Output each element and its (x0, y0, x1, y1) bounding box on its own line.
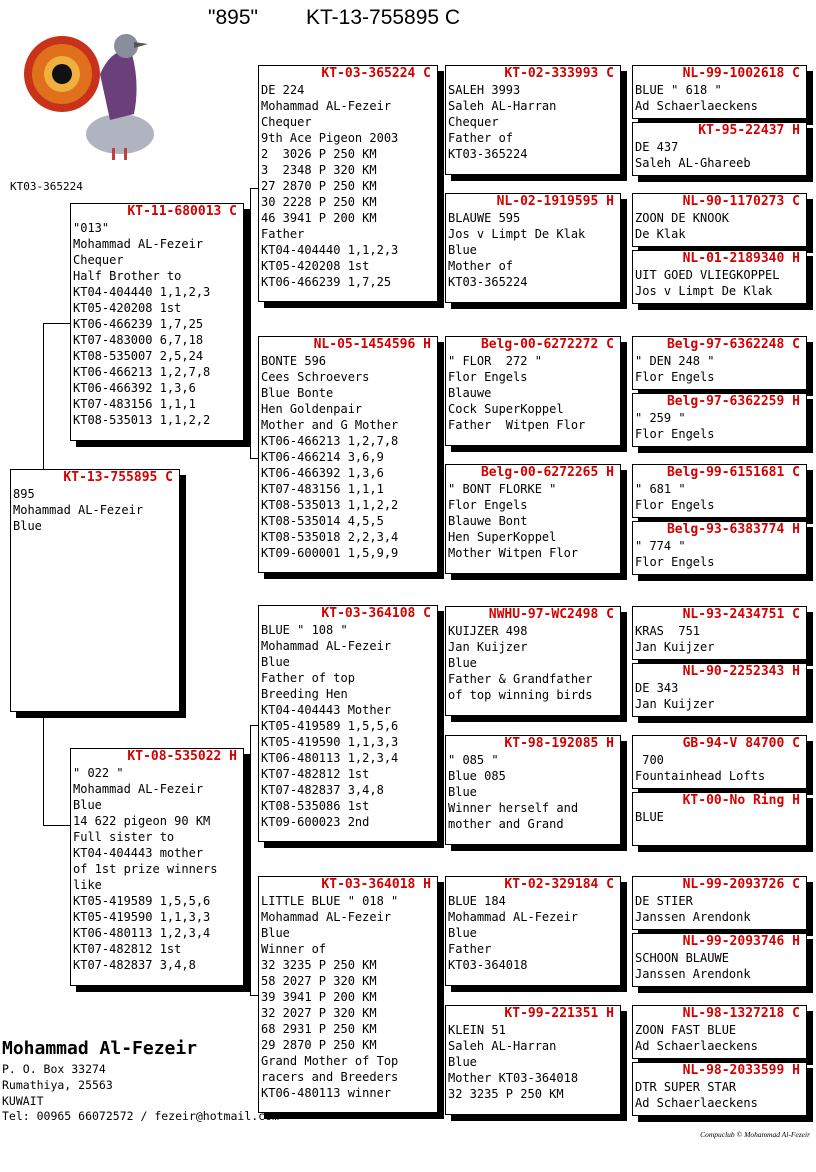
info-line: Winner of (261, 942, 327, 956)
info-line: KT05-419590 1,1,3,3 (261, 735, 399, 749)
info-line: ZOON DE KNOOK (635, 211, 729, 225)
info-line: "013" (73, 221, 110, 235)
sire-dam-dam-box (445, 464, 621, 574)
info-line: KT06-466392 1,3,6 (73, 381, 196, 395)
info-line: Ad Schaerlaeckens (635, 99, 758, 113)
info-line: KT04-404443 mother (73, 846, 204, 860)
ring-number: KT-02-329184 C (504, 877, 614, 892)
owner-address-line: KUWAIT (2, 1094, 44, 1108)
ring-number: GB-94-V 84700 C (682, 736, 800, 751)
info-line: of top winning birds (448, 688, 593, 702)
great-grandparent-box (632, 1062, 807, 1116)
ring-number: Belg-99-6151681 C (666, 465, 800, 480)
info-line: Blue (448, 243, 477, 257)
ring-number: KT-00-No Ring H (682, 793, 800, 808)
info-line: Mohammad AL-Fezeir (261, 99, 392, 113)
ring-number: NL-01-2189340 H (682, 251, 800, 266)
info-line: " BONT FLORKE " (448, 482, 557, 496)
info-line: Jan Kuijzer (635, 697, 715, 711)
great-grandparent-box (632, 521, 807, 575)
info-line: " FLOR 272 " (448, 354, 542, 368)
info-line: DE 437 (635, 140, 679, 154)
great-grandparent-box (632, 464, 807, 518)
connector-line (250, 995, 258, 996)
info-line: KT05-419589 1,5,5,6 (73, 894, 211, 908)
info-line: Flor Engels (635, 427, 715, 441)
info-line: Ad Schaerlaeckens (635, 1096, 758, 1110)
info-line: Father & Grandfather (448, 672, 593, 686)
great-grandparent-box (632, 65, 807, 119)
info-line: Father (261, 227, 305, 241)
info-line: KT09-600001 1,5,9,9 (261, 546, 399, 560)
info-line: Father of (448, 131, 514, 145)
info-line: KT07-483000 6,7,18 (73, 333, 204, 347)
info-line: KT05-419589 1,5,5,6 (261, 719, 399, 733)
info-line: Saleh AL-Harran (448, 99, 557, 113)
info-line: Blue (261, 926, 290, 940)
ring-number: NL-99-1002618 C (682, 66, 800, 81)
info-line: 27 2870 P 250 KM (261, 179, 377, 193)
great-grandparent-box (632, 663, 807, 717)
connector-line (43, 713, 44, 825)
info-line: Cees Schroevers (261, 370, 370, 384)
info-line: Half Brother to (73, 269, 182, 283)
info-line: KT05-419590 1,1,3,3 (73, 910, 211, 924)
info-line: Blue (13, 519, 42, 533)
info-line: DE STIER (635, 894, 693, 908)
info-line: Chequer (73, 253, 124, 267)
ring-number: KT-98-192085 H (504, 736, 614, 751)
info-line: ZOON FAST BLUE (635, 1023, 737, 1037)
info-line: Breeding Hen (261, 687, 348, 701)
sire-sire-box (258, 65, 438, 302)
info-line: KT04-404443 Mother (261, 703, 392, 717)
info-line: 30 2228 P 250 KM (261, 195, 377, 209)
info-line: Blue (261, 655, 290, 669)
info-line: Flor Engels (635, 555, 715, 569)
connector-line (250, 725, 258, 726)
info-line: 29 2870 P 250 KM (261, 1038, 377, 1052)
info-line: Winner herself and (448, 801, 579, 815)
ring-number: KT-03-364108 C (321, 606, 431, 621)
ring-number: KT-08-535022 H (127, 749, 237, 764)
info-line: DTR SUPER STAR (635, 1080, 737, 1094)
info-line: KT08-535018 2,2,3,4 (261, 530, 399, 544)
info-line: Chequer (261, 115, 312, 129)
info-line: Father (448, 942, 492, 956)
dam-dam-box (258, 876, 438, 1113)
dam-sire-sire-box (445, 606, 621, 716)
info-line: " 085 " (448, 753, 499, 767)
info-line: KT08-535013 1,1,2,2 (73, 413, 211, 427)
info-line: DE 343 (635, 681, 679, 695)
info-line: Blue (448, 926, 477, 940)
pigeon-ring-title: KT-13-755895 C (306, 6, 461, 29)
info-line: Blue (73, 798, 102, 812)
info-line: KT06-480113 winner (261, 1086, 392, 1100)
great-grandparent-box (632, 336, 807, 390)
ring-number: NL-90-2252343 H (682, 664, 800, 679)
info-line: KT06-466213 1,2,7,8 (261, 434, 399, 448)
info-line: De Klak (635, 227, 686, 241)
info-line: KT06-480113 1,2,3,4 (73, 926, 211, 940)
ring-number: KT-13-755895 C (63, 470, 173, 485)
ring-number: NL-98-2033599 H (682, 1063, 800, 1078)
info-line: BLUE " 618 " (635, 83, 722, 97)
info-line: KT06-466239 1,7,25 (73, 317, 204, 331)
info-line: BLUE " 108 " (261, 623, 348, 637)
info-line: Father Witpen Flor (448, 418, 586, 432)
info-line: " 774 " (635, 539, 686, 553)
info-line: SALEH 3993 (448, 83, 521, 97)
ring-number: NL-02-1919595 H (496, 194, 614, 209)
connector-line (43, 323, 70, 324)
info-line: 68 2931 P 250 KM (261, 1022, 377, 1036)
info-line: BONTE 596 (261, 354, 327, 368)
ring-number: KT-11-680013 C (127, 204, 237, 219)
ring-number: Belg-00-6272272 C (480, 337, 614, 352)
ring-number: NL-05-1454596 H (313, 337, 431, 352)
ring-number: NL-90-1170273 C (682, 194, 800, 209)
info-line: KT07-483156 1,1,1 (261, 482, 384, 496)
info-line: 9th Ace Pigeon 2003 (261, 131, 399, 145)
info-line: Janssen Arendonk (635, 910, 751, 924)
info-line: KT08-535013 1,1,2,2 (261, 498, 399, 512)
owner-name: Mohammad Al-Fezeir (2, 1038, 198, 1059)
info-line: Blauwe (448, 386, 492, 400)
connector-line (43, 825, 70, 826)
info-line: " 022 " (73, 766, 124, 780)
info-line: of 1st prize winners (73, 862, 218, 876)
info-line: UIT GOED VLIEGKOPPEL (635, 268, 780, 282)
info-line: 46 3941 P 200 KM (261, 211, 377, 225)
info-line: KT03-364018 (448, 958, 528, 972)
info-line: 895 (13, 487, 35, 501)
connector-line (250, 725, 251, 995)
info-line: 700 (635, 753, 664, 767)
info-line: Father of top (261, 671, 355, 685)
info-line: Chequer (448, 115, 499, 129)
info-line: 14 622 pigeon 90 KM (73, 814, 211, 828)
info-line: racers and Breeders (261, 1070, 399, 1084)
info-line: Jan Kuijzer (448, 640, 528, 654)
ring-number: Belg-97-6362248 C (666, 337, 800, 352)
info-line: KT07-482837 3,4,8 (261, 783, 384, 797)
sire-sire-sire-box (445, 65, 621, 175)
info-line: Jos v Limpt De Klak (448, 227, 586, 241)
connector-line (440, 120, 441, 255)
info-line: KT03-365224 (448, 275, 528, 289)
info-line: mother and Grand (448, 817, 564, 831)
info-line: Blauwe Bont (448, 514, 528, 528)
info-line: Flor Engels (635, 498, 715, 512)
info-line: KT08-535007 2,5,24 (73, 349, 204, 363)
info-line: Flor Engels (448, 370, 528, 384)
ring-number: NL-98-1327218 C (682, 1006, 800, 1021)
photo-caption: KT03-365224 (10, 180, 83, 193)
info-line: KT06-466213 1,2,7,8 (73, 365, 211, 379)
owner-address-line: Rumathiya, 25563 (2, 1078, 113, 1092)
info-line: Full sister to (73, 830, 175, 844)
ring-number: NL-93-2434751 C (682, 607, 800, 622)
sire-dam-box (258, 336, 438, 573)
info-line: Flor Engels (448, 498, 528, 512)
info-line: Blue (448, 1055, 477, 1069)
info-line: like (73, 878, 102, 892)
info-line: KT07-483156 1,1,1 (73, 397, 196, 411)
ring-number: KT-02-333993 C (504, 66, 614, 81)
info-line: Mother KT03-364018 (448, 1071, 579, 1085)
info-line: 32 2027 P 320 KM (261, 1006, 377, 1020)
info-line: Mother Witpen Flor (448, 546, 579, 560)
ring-number: KT-03-365224 C (321, 66, 431, 81)
info-line: DE 224 (261, 83, 305, 97)
great-grandparent-box (632, 393, 807, 447)
sire-box (70, 203, 244, 441)
info-line: Blue (448, 656, 477, 670)
ring-number: Belg-00-6272265 H (480, 465, 614, 480)
info-line: 32 3235 P 250 KM (448, 1087, 564, 1101)
info-line: Mohammad AL-Fezeir (13, 503, 144, 517)
info-line: Mohammad AL-Fezeir (448, 910, 579, 924)
info-line: 32 3235 P 250 KM (261, 958, 377, 972)
connector-line (43, 323, 44, 470)
dam-dam-dam-box (445, 1005, 621, 1115)
info-line: KUIJZER 498 (448, 624, 528, 638)
info-line: KT05-420208 1st (73, 301, 182, 315)
info-line: Blue (448, 785, 477, 799)
great-grandparent-box (632, 933, 807, 987)
info-line: KT06-480113 1,2,3,4 (261, 751, 399, 765)
info-line: Mohammad AL-Fezeir (261, 910, 392, 924)
connector-line (440, 927, 441, 1062)
info-line: " 681 " (635, 482, 686, 496)
dam-sire-dam-box (445, 735, 621, 845)
info-line: Ad Schaerlaeckens (635, 1039, 758, 1053)
info-line: Mother and G Mother (261, 418, 399, 432)
owner-address-line: P. O. Box 33274 (2, 1062, 106, 1076)
info-line: SCHOON BLAUWE (635, 951, 729, 965)
info-line: Jan Kuijzer (635, 640, 715, 654)
info-line: KT07-482837 3,4,8 (73, 958, 196, 972)
info-line: 3 2348 P 320 KM (261, 163, 377, 177)
info-line: Mohammad AL-Fezeir (261, 639, 392, 653)
ring-number: KT-03-364018 H (321, 877, 431, 892)
info-line: Hen SuperKoppel (448, 530, 557, 544)
connector-line (440, 657, 441, 792)
info-line: Cock SuperKoppel (448, 402, 564, 416)
info-line: KT06-466392 1,3,6 (261, 466, 384, 480)
connector-line (250, 188, 251, 458)
info-line: 39 3941 P 200 KM (261, 990, 377, 1004)
info-line: KT08-535014 4,5,5 (261, 514, 384, 528)
info-line: BLUE (635, 810, 664, 824)
great-grandparent-box (632, 250, 807, 304)
info-line: KT06-466214 3,6,9 (261, 450, 384, 464)
dam-dam-sire-box (445, 876, 621, 986)
great-grandparent-box (632, 606, 807, 660)
info-line: Hen Goldenpair (261, 402, 363, 416)
info-line: KT07-482812 1st (261, 767, 370, 781)
sire-sire-dam-box (445, 193, 621, 303)
info-line: KT05-420208 1st (261, 259, 370, 273)
dam-sire-box (258, 605, 438, 842)
info-line: KT03-365224 (448, 147, 528, 161)
info-line: Mohammad AL-Fezeir (73, 237, 204, 251)
info-line: 58 2027 P 320 KM (261, 974, 377, 988)
ring-number: KT-99-221351 H (504, 1006, 614, 1021)
great-grandparent-box (632, 792, 807, 846)
owner-contact-line: Tel: 00965 66072572 / fezeir@hotmail.com (2, 1109, 279, 1123)
info-line: Grand Mother of Top (261, 1054, 399, 1068)
subject-box (10, 469, 180, 712)
info-line: KT06-466239 1,7,25 (261, 275, 392, 289)
info-line: KT08-535086 1st (261, 799, 370, 813)
info-line: " 259 " (635, 411, 686, 425)
info-line: Blue Bonte (261, 386, 334, 400)
info-line: Fountainhead Lofts (635, 769, 766, 783)
info-line: KRAS 751 (635, 624, 701, 638)
ring-number: Belg-93-6383774 H (666, 522, 800, 537)
ring-number: NL-99-2093746 H (682, 934, 800, 949)
info-line: Mother of (448, 259, 514, 273)
info-line: Janssen Arendonk (635, 967, 751, 981)
info-line: KT04-404440 1,1,2,3 (73, 285, 211, 299)
info-line: KLEIN 51 (448, 1023, 506, 1037)
dam-box (70, 748, 244, 986)
info-line: " DEN 248 " (635, 354, 715, 368)
great-grandparent-box (632, 876, 807, 930)
sire-dam-sire-box (445, 336, 621, 446)
great-grandparent-box (632, 1005, 807, 1059)
connector-line (250, 458, 258, 459)
info-line: Saleh AL-Ghareeb (635, 156, 751, 170)
info-line: Blue 085 (448, 769, 506, 783)
ring-number: Belg-97-6362259 H (666, 394, 800, 409)
info-line: Saleh AL-Harran (448, 1039, 557, 1053)
info-line: Mohammad AL-Fezeir (73, 782, 204, 796)
copyright: Compuclub © Mohammad Al-Fezeir (700, 1130, 810, 1139)
great-grandparent-box (632, 193, 807, 247)
connector-line (250, 188, 258, 189)
connector-line (440, 390, 441, 525)
info-line: KT04-404440 1,1,2,3 (261, 243, 399, 257)
info-line: LITTLE BLUE " 018 " (261, 894, 399, 908)
info-line: KT07-482812 1st (73, 942, 182, 956)
info-line: Flor Engels (635, 370, 715, 384)
great-grandparent-box (632, 735, 807, 789)
ring-number: NWHU-97-WC2498 C (488, 607, 614, 622)
info-line: 2 3026 P 250 KM (261, 147, 377, 161)
great-grandparent-box (632, 122, 807, 176)
info-line: KT09-600023 2nd (261, 815, 370, 829)
info-line: BLAUWE 595 (448, 211, 521, 225)
ring-number: KT-95-22437 H (698, 123, 800, 138)
pigeon-name: "895" (208, 6, 258, 29)
info-line: Jos v Limpt De Klak (635, 284, 773, 298)
pigeon-photo (14, 14, 164, 166)
info-line: BLUE 184 (448, 894, 506, 908)
ring-number: NL-99-2093726 C (682, 877, 800, 892)
